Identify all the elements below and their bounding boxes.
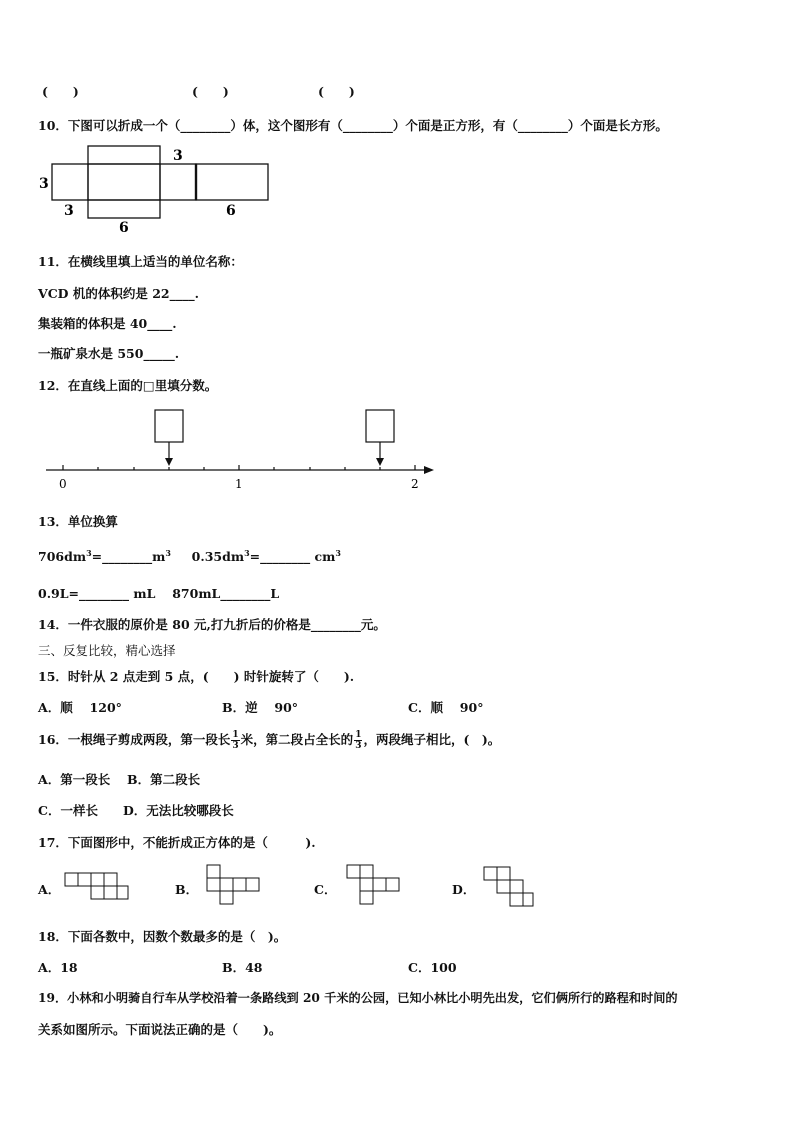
question-13-line-2: 0.9L=________ mL 870mL________L (38, 586, 280, 601)
net-label-bottom: 6 (119, 220, 129, 236)
q16-options-row-1: A．第一段长 B．第二段长 (38, 772, 201, 787)
q15-option-b: B．逆 90° (222, 700, 299, 715)
question-11-line-3: 一瓶矿泉水是 550_____. (38, 346, 180, 361)
answer-box-1 (155, 410, 183, 442)
question-13-line-1: $706dm^3=\_\_\_\_\_\_\_\_m^3$ $0.35dm^3=\_\_\_\_\_\_\_\_$ $cm^3$ (38, 548, 341, 565)
q17-option-b-net (206, 864, 264, 908)
net-face-right-square (160, 164, 196, 200)
question-10: 10．下图可以折成一个（________）体，这个图形有（________）个面是正方形，有（________）个面是长方形。 (38, 118, 668, 133)
q17-option-d-label: D． (452, 882, 476, 897)
net-face-bottom (88, 200, 160, 218)
answer-box-2 (366, 410, 394, 442)
net-label-left: 3 (39, 176, 49, 192)
q17-option-a-net (64, 872, 130, 904)
question-17: 17．下面图形中，不能折成正方体的是（ ). (38, 835, 316, 850)
q16-options-row-2: C．一样长 D．无法比较哪段长 (38, 803, 234, 818)
q18-option-c: C．100 (408, 960, 457, 975)
fraction-one-third-b: $\frac{1}{3}$ (355, 730, 362, 751)
question-18: 18．下面各数中，因数个数最多的是（ )。 (38, 929, 287, 944)
question-19-line-1: 19．小林和小明骑自行车从学校沿着一条路线到 20 千米的公园，已知小林比小明先出发，它们俩所行的路程和时间的 (38, 991, 678, 1005)
q18-option-a: A．18 (38, 960, 78, 975)
cuboid-net-figure (36, 142, 276, 237)
number-line-figure (40, 402, 440, 492)
net-label-top: 3 (173, 148, 183, 164)
q15-option-a: A．顺 120° (38, 700, 122, 715)
answer-paren-2: ( ) (192, 84, 229, 99)
tick-label-2: 2 (411, 477, 419, 491)
q18-option-b: B．48 (222, 960, 263, 975)
question-11-line-1: VCD 机的体积约是 22____. (38, 286, 199, 301)
number-line-arrow (424, 466, 434, 474)
q17-option-b-label: B． (175, 882, 199, 897)
q17-option-c-label: C． (314, 882, 337, 897)
question-19-line-2: 关系如图所示。下面说法正确的是（ )。 (38, 1022, 282, 1037)
answer-paren-3: ( ) (318, 84, 355, 99)
tick-label-1: 1 (235, 477, 243, 491)
q17-option-c-net (346, 864, 402, 908)
net-face-top (88, 146, 160, 164)
fraction-one-third-a: $\frac{1}{3}$ (232, 730, 239, 751)
question-11-title: 11．在横线里填上适当的单位名称： (38, 254, 243, 269)
section-3-heading: 三、反复比较，精心选择 (38, 643, 176, 658)
q15-option-c: C．顺 90° (408, 700, 484, 715)
net-label-bottom-left: 3 (64, 203, 74, 219)
tick-label-0: 0 (59, 477, 67, 491)
net-label-right: 6 (226, 203, 236, 219)
question-16: 16．一根绳子剪成两段，第一段长 $\frac{1}{3}$ 米，第二段占全长的 $\frac{1}{3}$ ，两段绳子相比，( )。 (38, 730, 501, 751)
question-13-title: 13．单位换算 (38, 514, 118, 529)
net-face-center (88, 164, 160, 200)
net-face-left (52, 164, 88, 200)
question-11-line-2: 集装箱的体积是 40____. (38, 316, 177, 331)
q17-option-d-net (483, 866, 535, 908)
question-12-title: 12．在直线上面的□里填分数。 (38, 378, 218, 393)
question-15: 15．时针从 2 点走到 5 点，( ) 时针旋转了（ ). (38, 669, 355, 684)
net-face-long (196, 164, 268, 200)
answer-paren-1: ( ) (42, 84, 79, 99)
q17-option-a-label: A． (38, 882, 61, 897)
question-14: 14．一件衣服的原价是 80 元,打九折后的价格是________元。 (38, 617, 386, 632)
